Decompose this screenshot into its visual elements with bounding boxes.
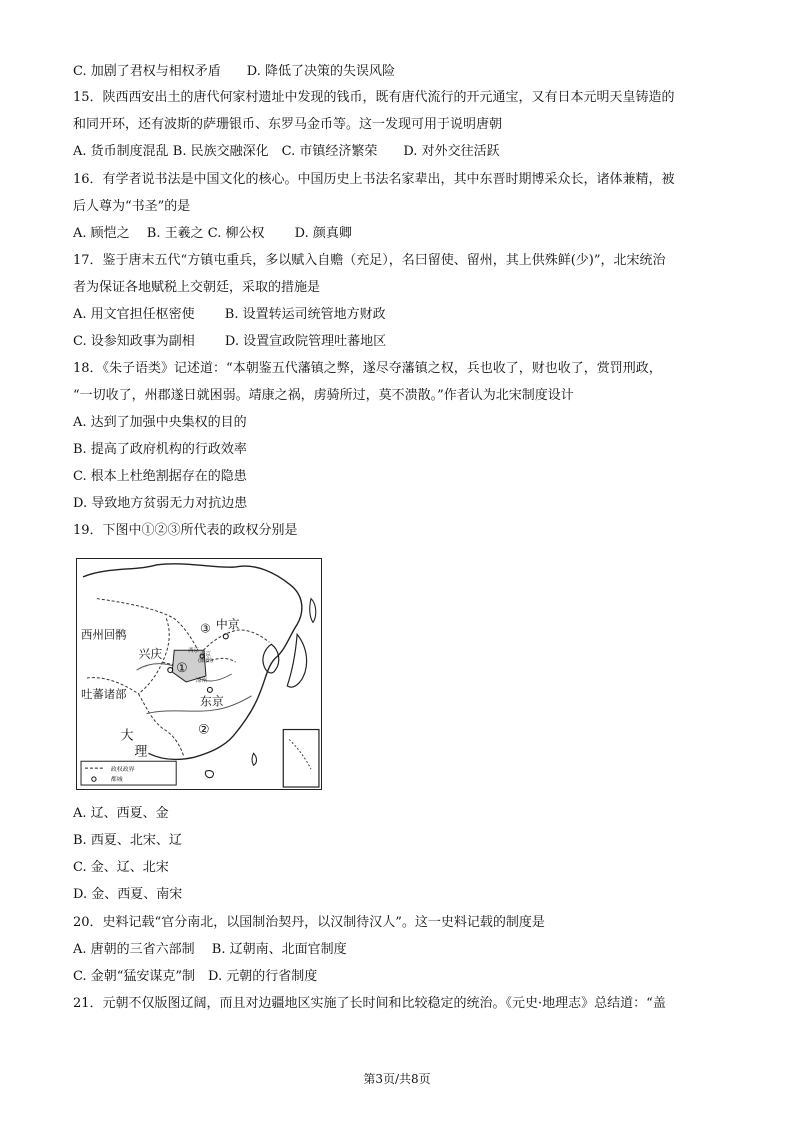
map-label-dongjing: 东京: [199, 694, 224, 709]
q20-options-cd: C. 金朝“猛安谋克”制 D. 元朝的行省制度: [73, 969, 318, 984]
q15-stem-line-2: 和同开环，还有波斯的萨珊银币、东罗马金币等。这一发现可用于说明唐朝: [73, 117, 503, 132]
map-label-num3: ③: [199, 621, 211, 636]
q21-stem-line-1: 21．元朝不仅版图辽阔，而且对边疆地区实施了长时间和比较稳定的统治。《元史·地理志》总结道：“盖: [73, 996, 666, 1011]
map-label-youzhou: (幽州): [198, 658, 214, 665]
q18-stem-line-1: 18．《朱子语类》记述道：“本朝鉴五代藩镇之弊，遂尽夺藩镇之权，兵也收了，财也收了，赏罚刑政，: [73, 361, 662, 376]
q17-options-ab: A. 用文官担任枢密使 B. 设置转运司统管地方财政: [73, 307, 386, 322]
q16-stem-line-2: 后人尊为“书圣”的是: [73, 199, 191, 214]
page-number: 第3页/共8页: [363, 1072, 431, 1086]
q19-option-d: D. 金、西夏、南宋: [73, 887, 183, 902]
map-label-zhongjing: 中京: [215, 617, 240, 632]
map-label-liangzhou: 凉州: [196, 677, 207, 684]
map-label-xizhou: 西州回鹘: [81, 627, 127, 642]
map-label-nanjing: 南京: [199, 652, 211, 659]
q18-option-c: C. 根本上杜绝割据存在的隐患: [73, 469, 247, 484]
map-legend-capital: 都城: [110, 776, 123, 784]
q17-stem-line-2: 者为保证各地赋税上交朝廷，采取的措施是: [73, 280, 321, 295]
map-drawing: [77, 559, 321, 789]
q15-stem-line-1: 15．陕西西安出土的唐代何家村遗址中发现的钱币，既有唐代流行的开元通宝，又有日本元明天皇铸造的: [73, 90, 675, 105]
q15-options: A. 货币制度混乱 B. 民族交融深化 C. 市镇经济繁荣 D. 对外交往活跃: [73, 144, 500, 159]
map-label-tubo: 吐蕃诸部: [81, 686, 127, 701]
historical-map: [76, 558, 322, 790]
q14-options-cd: C. 加剧了君权与相权矛盾 D. 降低了决策的失误风险: [73, 64, 395, 79]
q19-option-a: A. 辽、西夏、金: [73, 806, 169, 821]
map-legend-border: 政权政界: [110, 766, 135, 774]
q18-option-b: B. 提高了政府机构的行政效率: [73, 442, 247, 457]
q16-stem-line-1: 16．有学者说书法是中国文化的核心。中国历史上书法名家辈出，其中东晋时期博采众长，诸体兼精，被: [73, 172, 675, 187]
q20-options-ab: A. 唐朝的三省六部制 B. 辽朝南、北面官制度: [73, 942, 347, 957]
q17-options-cd: C. 设参知政事为副相 D. 设置宣政院管理吐蕃地区: [73, 334, 387, 349]
q19-stem: 19．下图中①②③所代表的政权分别是: [73, 523, 298, 538]
map-label-dali-2: 理: [134, 744, 148, 760]
q16-options: A. 顾恺之 B. 王羲之 C. 柳公权 D. 颜真卿: [73, 226, 352, 241]
map-label-xingqing: 兴庆: [138, 647, 163, 662]
map-label-dali-1: 大: [120, 728, 134, 744]
q18-stem-line-2: “一切收了，州郡遂日就困弱。靖康之祸，虏骑所过，莫不溃散。”作者认为北宋制度设计: [73, 388, 574, 403]
map-label-num1: ①: [176, 661, 188, 677]
q20-stem: 20．史料记载“官分南北，以国制治契丹，以汉制待汉人”。这一史料记载的制度是: [73, 915, 545, 930]
q19-option-c: C. 金、辽、北宋: [73, 860, 169, 875]
q18-option-d: D. 导致地方贫弱无力对抗边患: [73, 496, 248, 511]
q18-option-a: A. 达到了加强中央集权的目的: [73, 415, 247, 430]
q19-option-b: B. 西夏、北宋、辽: [73, 833, 182, 848]
map-label-xijing: 西京: [188, 648, 199, 655]
map-label-num2: ②: [198, 722, 210, 738]
q17-stem-line-1: 17．鉴于唐末五代“方镇屯重兵，多以赋入自赡（充足），名曰留使、留州，其上供殊鲜(少)”，北宋统治: [73, 253, 666, 268]
